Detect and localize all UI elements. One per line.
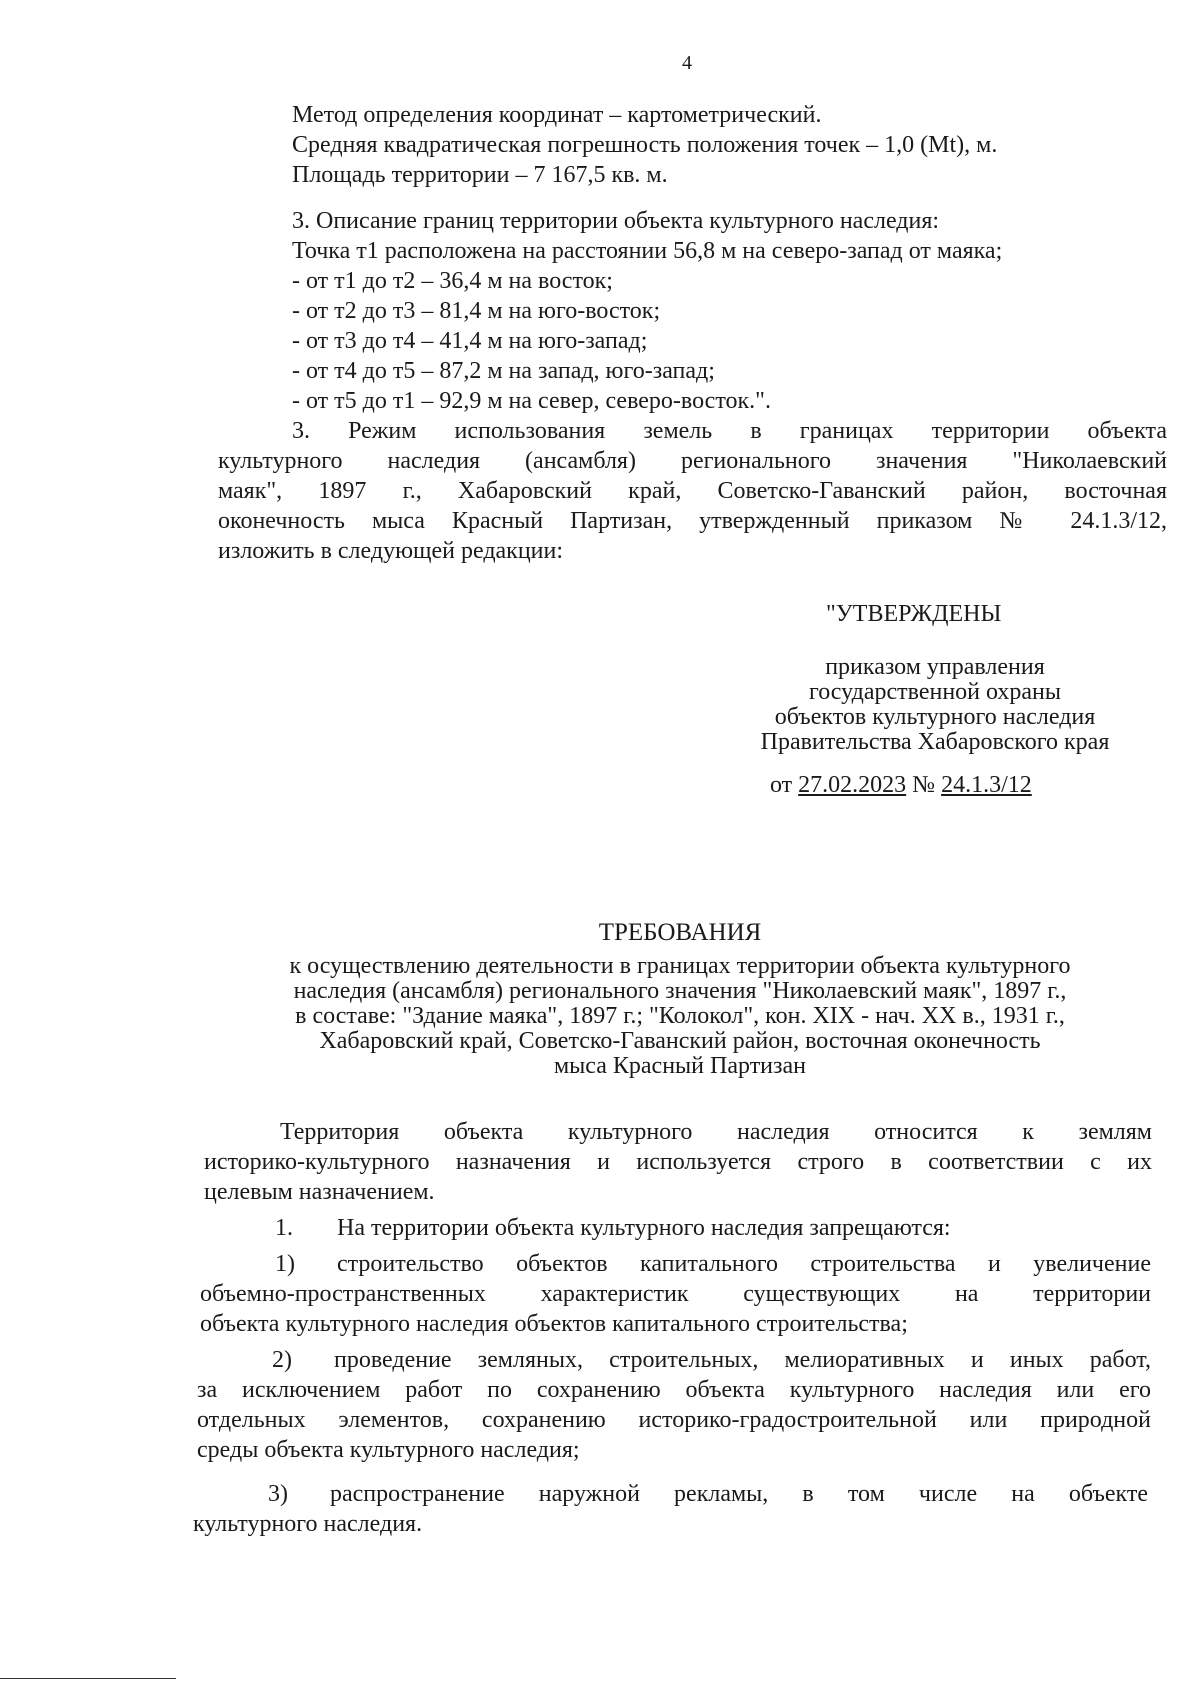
- footer-divider: [0, 1678, 176, 1679]
- segment-line: - от т2 до т3 – 81,4 м на юго-восток;: [292, 298, 661, 324]
- sub-item-1-last: объекта культурного наследия объектов капитального строительства;: [200, 1311, 908, 1337]
- requirements-subtitle-line: мыса Красный Партизан: [553, 1053, 806, 1079]
- sub-item-2-first: [272, 1346, 1151, 1374]
- approval-line: приказом управления: [825, 654, 1045, 680]
- para3-line: культурного наследия (ансамбля) регионального значения "Николаевский: [218, 448, 1167, 474]
- approval-line: объектов культурного наследия: [774, 704, 1096, 730]
- number-sign: №: [912, 772, 936, 798]
- segment-line: - от т5 до т1 – 92,9 м на север, северо-восток.".: [292, 388, 771, 414]
- sub-number: 3): [268, 1481, 288, 1507]
- sub-number: 2): [272, 1347, 292, 1373]
- approval-line: Правительства Хабаровского края: [760, 729, 1110, 755]
- error-line: Средняя квадратическая погрешность положения точек – 1,0 (Mt), м.: [292, 132, 998, 158]
- sub-text: проведение земляных, строительных, мелиоративных и иных работ,: [334, 1347, 1151, 1373]
- body-intro-line: Территория объекта культурного наследия относится к землям: [280, 1119, 1152, 1145]
- page-number: 4: [682, 52, 692, 74]
- approval-date: 27.02.2023: [798, 772, 907, 798]
- area-line: Площадь территории – 7 167,5 кв. м.: [292, 162, 668, 188]
- item-text: На территории объекта культурного наследия запрещаются:: [337, 1215, 951, 1241]
- method-line: Метод определения координат – картометрический.: [292, 102, 822, 128]
- segment-line: - от т3 до т4 – 41,4 м на юго-запад;: [292, 328, 648, 354]
- body-intro-last-line: целевым назначением.: [204, 1179, 435, 1205]
- para3-line: оконечность мыса Красный Партизан, утвержденный приказом № 24.1.3/12,: [218, 508, 1167, 534]
- approval-date-line: [770, 771, 1032, 799]
- requirements-subtitle-line: к осуществлению деятельности в границах территории объекта культурного: [289, 953, 1071, 979]
- approval-heading: "УТВЕРЖДЕНЫ: [826, 601, 1002, 627]
- date-prefix: от: [770, 772, 793, 798]
- sub-item-2-line: за исключением работ по сохранению объекта культурного наследия или его: [197, 1377, 1151, 1403]
- sub-item-1-first: [275, 1250, 1151, 1278]
- approval-number: 24.1.3/12: [941, 772, 1032, 798]
- sub-item-1-line: объемно-пространственных характеристик существующих на территории: [200, 1281, 1151, 1307]
- sub-item-2-line: отдельных элементов, сохранению историко-градостроительной или природной: [197, 1407, 1151, 1433]
- item-number: 1.: [275, 1215, 293, 1241]
- sub-item-3-last: культурного наследия.: [193, 1511, 423, 1537]
- para3-line: 3. Режим использования земель в границах территории объекта: [292, 418, 1167, 444]
- sub-item-2-last: среды объекта культурного наследия;: [197, 1437, 580, 1463]
- sub-text: строительство объектов капитального строительства и увеличение: [337, 1251, 1151, 1277]
- body-intro-line: историко-культурного назначения и используется строго в соответствии с их: [204, 1149, 1152, 1175]
- boundary-heading: 3. Описание границ территории объекта культурного наследия:: [292, 208, 940, 234]
- segment-line: - от т1 до т2 – 36,4 м на восток;: [292, 268, 613, 294]
- sub-number: 1): [275, 1251, 295, 1277]
- segment-line: - от т4 до т5 – 87,2 м на запад, юго-запад;: [292, 358, 715, 384]
- item-1: [275, 1214, 951, 1242]
- para3-last-line: изложить в следующей редакции:: [218, 538, 564, 564]
- point-t1-line: Точка т1 расположена на расстоянии 56,8 м на северо-запад от маяка;: [292, 238, 1003, 264]
- approval-line: государственной охраны: [808, 679, 1062, 705]
- sub-text: распространение наружной рекламы, в том числе на объекте: [330, 1481, 1148, 1507]
- requirements-title: ТРЕБОВАНИЯ: [598, 919, 762, 946]
- requirements-subtitle-line: наследия (ансамбля) регионального значения "Николаевский маяк", 1897 г.,: [293, 978, 1067, 1004]
- para3-line: маяк", 1897 г., Хабаровский край, Советско-Гаванский район, восточная: [218, 478, 1167, 504]
- sub-item-3-first: [268, 1480, 1148, 1508]
- requirements-subtitle-line: Хабаровский край, Советско-Гаванский район, восточная оконечность: [319, 1028, 1041, 1054]
- requirements-subtitle-line: в составе: "Здание маяка", 1897 г.; "Колокол", кон. XIX - нач. XX в., 1931 г.,: [295, 1003, 1065, 1029]
